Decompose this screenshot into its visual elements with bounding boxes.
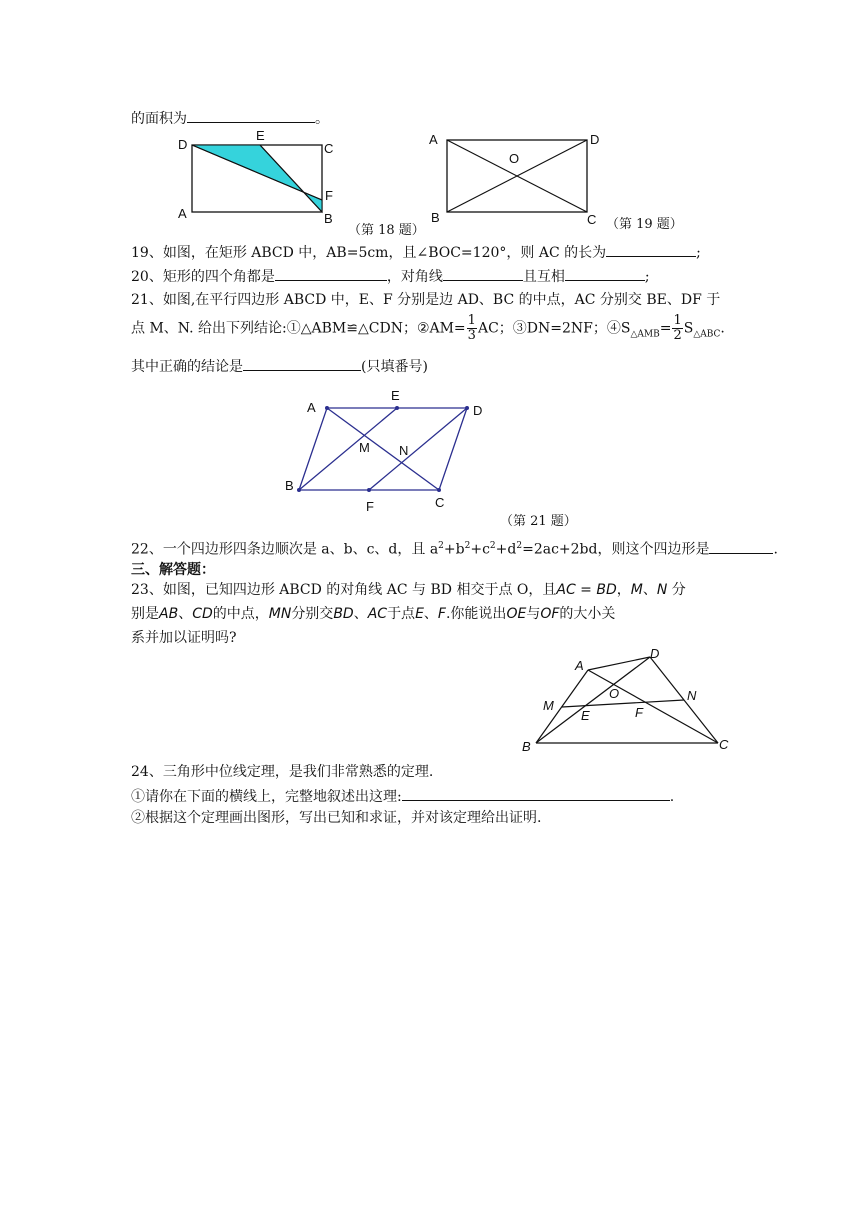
q23-l: .你能说出	[445, 606, 507, 622]
q20-blank3[interactable]	[565, 266, 645, 281]
q23-n2: 的大小关	[559, 606, 616, 622]
fig23-label-M: M	[543, 698, 554, 713]
q23-j: 于点	[387, 606, 416, 622]
fig23-segment-MN	[562, 700, 684, 707]
fig23-label-B: B	[522, 739, 531, 754]
q21-line3-b: (只填番号)	[361, 359, 428, 375]
fig19-label-B: B	[431, 210, 440, 225]
q22-e: =2ac+2bd，则这个四边形是	[522, 541, 710, 558]
q23-b: ，	[616, 582, 631, 598]
q23-f: 、	[178, 606, 193, 622]
q20-part2: ，对角线	[386, 269, 443, 285]
fig21-point-C	[437, 488, 441, 492]
q23-m2: 与	[526, 606, 541, 622]
fig23-label-O: O	[609, 686, 620, 701]
fig23-label-A: A	[575, 658, 584, 673]
fig18-label-D: D	[178, 137, 188, 152]
fig21-label-E: E	[391, 388, 400, 403]
fig18-label-F: F	[325, 188, 333, 203]
section-3-heading: 三、解答题：	[131, 562, 215, 578]
q22-blank[interactable]	[709, 539, 773, 554]
q22-end: .	[773, 541, 778, 558]
q21-line2	[131, 314, 725, 346]
frac2-num: 1	[673, 313, 682, 328]
q18-answer-line	[131, 108, 329, 129]
fig19-label-D: D	[590, 132, 600, 147]
fig21-point-B	[297, 488, 301, 492]
q19-blank[interactable]	[606, 242, 696, 257]
q19-end: ;	[696, 245, 701, 261]
fig21-caption: （第 21 题）	[500, 514, 577, 529]
fig18-label-A: A	[178, 206, 187, 221]
figure-23	[518, 645, 738, 755]
q21-line3	[131, 356, 428, 377]
q22-a: 22、一个四边形四条边顺次是 a、b、c、d，且 a	[131, 541, 439, 558]
q23-line2	[131, 604, 615, 624]
q24-line2-text: ①请你在下面的横线上，完整地叙述出这理:	[131, 789, 402, 805]
q22-b: +b	[443, 541, 465, 558]
fig23-label-D: D	[650, 646, 660, 661]
q18-text: 的面积为	[131, 111, 187, 127]
fig19-label-A: A	[429, 132, 438, 147]
q19-text: 19、如图，在矩形 ABCD 中，AB=5cm，且∠BOC=120°，则 AC 的长为	[131, 245, 607, 261]
q22-sup-b: 2	[464, 541, 471, 551]
fig21-label-F: F	[366, 499, 374, 514]
q23-cd: CD	[192, 606, 213, 622]
fig19-label-C: C	[587, 212, 597, 227]
q21-line2-e: .	[720, 320, 725, 337]
q23-m: M	[630, 582, 643, 598]
q22-c: +c	[470, 541, 490, 558]
frac2-den: 2	[673, 328, 682, 343]
q18-blank[interactable]	[187, 108, 315, 123]
q23-ee: E	[415, 606, 424, 622]
q18-end: 。	[315, 111, 329, 127]
q21-line2-c: =	[659, 320, 672, 337]
fig18-caption: （第 18 题）	[348, 223, 425, 238]
q23-ab: AB	[159, 606, 179, 622]
q22-sup-a: 2	[438, 541, 444, 551]
q21-line1: 21、如图,在平行四边形 ABCD 中，E、F 分别是边 AD、BC 的中点，AC 分别交 BE、DF 于	[131, 292, 721, 308]
fig23-diagonal-AC	[588, 670, 718, 743]
q23-line3: 系并加以证明吗?	[131, 630, 237, 646]
q20-line	[131, 266, 650, 287]
q23-i: 、	[353, 606, 368, 622]
fig18-label-B: B	[324, 211, 333, 226]
figure-18	[170, 130, 370, 230]
fig18-line-EB	[260, 145, 322, 212]
q24-line2-end: .	[669, 789, 675, 805]
q24-line1: 24、三角形中位线定理，是我们非常熟悉的定理.	[131, 764, 434, 780]
fig23-label-N: N	[687, 688, 697, 703]
q23-of: OF	[540, 606, 560, 622]
q23-eq: AC = BD	[556, 582, 617, 598]
q23-d: 分	[667, 582, 686, 598]
q22-sup-d: 2	[516, 541, 523, 551]
q23-oe: OE	[506, 606, 527, 622]
q23-line1	[131, 580, 686, 600]
q20-blank1[interactable]	[275, 266, 387, 281]
fig21-label-D: D	[473, 403, 483, 418]
q20-blank2[interactable]	[443, 266, 523, 281]
q23-a: 23、如图，已知四边形 ABCD 的对角线 AC 与 BD 相交于点 O，且	[131, 582, 557, 598]
fig18-label-E: E	[256, 128, 265, 143]
q20-part1: 20、矩形的四个角都是	[131, 269, 275, 285]
q24-blank[interactable]	[402, 786, 670, 801]
fig19-label-O: O	[509, 151, 520, 166]
q23-n: N	[656, 582, 668, 598]
fig21-point-E	[395, 406, 399, 410]
fig21-point-F	[367, 488, 371, 492]
q23-ff: F	[437, 606, 446, 622]
q23-ac: AC	[367, 606, 388, 622]
fig21-label-M: M	[359, 440, 370, 455]
fig19-caption: （第 19 题）	[606, 217, 683, 232]
fig18-shaded-region	[192, 145, 322, 212]
frac1-den: 3	[467, 328, 476, 343]
q21-fraction-1	[467, 314, 477, 343]
q23-bd: BD	[333, 606, 354, 622]
fig23-label-C: C	[719, 737, 729, 752]
figure-19	[425, 130, 605, 230]
fig21-point-A	[325, 406, 329, 410]
fig21-point-D	[465, 406, 469, 410]
fig23-label-E: E	[581, 708, 590, 723]
q22-line	[131, 536, 778, 560]
frac1-num: 1	[467, 313, 476, 328]
fig21-label-C: C	[435, 495, 445, 510]
q22-sup-c: 2	[489, 541, 496, 551]
q21-sub2: △ABC	[693, 329, 721, 340]
q21-blank[interactable]	[243, 356, 361, 371]
q20-end: ;	[644, 269, 650, 285]
q24-line2	[131, 786, 674, 807]
q23-h: 分别交	[291, 606, 334, 622]
q24-line3: ②根据这个定理画出图形，写出已知和求证，并对该定理给出证明.	[131, 810, 542, 826]
q23-k: 、	[423, 606, 438, 622]
q23-c: 、	[642, 582, 657, 598]
q21-line2-b: AC；③DN=2NF；④S	[477, 320, 631, 337]
q21-line2-a: 点 M、N. 给出下列结论:①△ABM≌△CDN；②AM=	[131, 320, 466, 337]
q21-sub1: △AMB	[630, 329, 660, 340]
fig23-label-F: F	[635, 705, 643, 720]
q23-mn: MN	[268, 606, 292, 622]
q23-g: 的中点，	[212, 606, 269, 622]
fig21-label-A: A	[307, 400, 316, 415]
q20-part3: 且互相	[522, 269, 565, 285]
fig21-label-N: N	[399, 443, 409, 458]
fig21-label-B: B	[285, 478, 294, 493]
q22-d: +d	[495, 541, 517, 558]
fig18-label-C: C	[324, 141, 334, 156]
q23-e: 别是	[131, 606, 159, 622]
q19-line	[131, 242, 701, 263]
q21-line2-d: S	[683, 320, 694, 337]
q21-fraction-2	[672, 314, 682, 343]
q21-line3-a: 其中正确的结论是	[131, 359, 243, 375]
figure-21	[285, 388, 505, 514]
